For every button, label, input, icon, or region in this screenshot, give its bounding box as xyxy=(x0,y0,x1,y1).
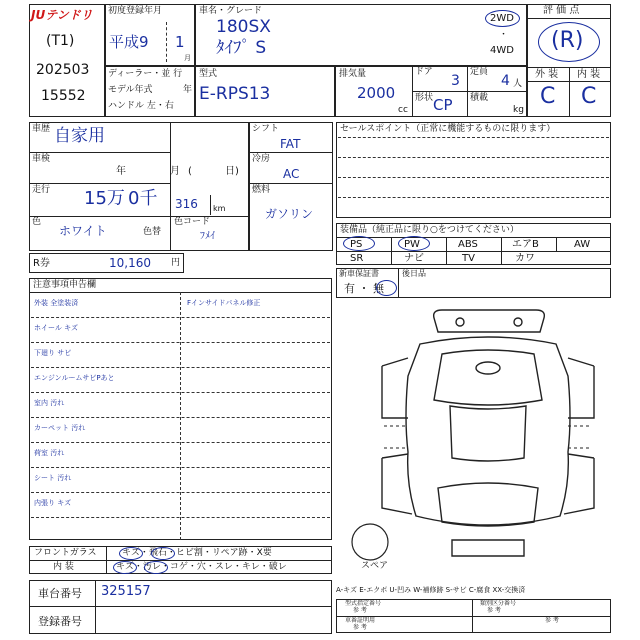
reg-month: 1 xyxy=(175,33,185,51)
disp-value: 2000 xyxy=(357,84,396,102)
door-value: 3 xyxy=(451,73,460,89)
lot-date-code: 202503 xyxy=(36,62,90,78)
rating-int-label: 内 装 xyxy=(577,69,601,80)
color-code: ﾌﾒｲ xyxy=(200,231,215,242)
dealer-label: ディーラー・並 行 xyxy=(108,69,183,79)
disp-label: 排気量 xyxy=(339,69,367,79)
model-label: 型式 xyxy=(199,69,218,79)
sig-model-label: 型式指定番号 xyxy=(345,600,382,607)
car-name: 180SX xyxy=(216,17,271,37)
regno-label: 登録番号 xyxy=(38,615,82,628)
chassis-value: 325157 xyxy=(101,584,151,599)
drive-dot: ・ xyxy=(499,30,509,40)
ac-label: 冷房 xyxy=(252,154,271,164)
shift-label: シフト xyxy=(252,124,280,134)
shaken-day: 日) xyxy=(225,166,239,177)
spare-tire xyxy=(350,522,390,562)
shaken-month: 月 xyxy=(170,166,180,177)
reg-era: 平成9 xyxy=(109,33,149,51)
notes-label: 注意事項申告欄 xyxy=(33,280,97,290)
logo: JUテンドリ xyxy=(31,8,93,22)
cap-unit: 人 xyxy=(513,79,523,89)
mileage-rest: 316 xyxy=(175,197,198,211)
fuel-value: ガソリン xyxy=(265,207,314,221)
sig-cert-ref: 参 考 xyxy=(353,624,367,631)
recycle-value: 10,160 xyxy=(109,256,151,270)
damage-legend: A-キズ E-エクボ U-凹み W-補修跡 S-サビ C-腐食 XX-交換済 xyxy=(336,586,526,594)
mileage-sen: 0千 xyxy=(128,188,158,209)
recycle-unit: 円 xyxy=(171,258,181,268)
warranty-value: 有 ・ 無 xyxy=(344,282,384,295)
interior-label: 内 装 xyxy=(53,562,74,572)
equip-pw: PW xyxy=(404,239,420,250)
rating-ext: C xyxy=(540,84,556,109)
chassis-label: 車台番号 xyxy=(38,587,82,600)
color-value: ホワイト xyxy=(59,224,107,238)
note-item: 下廻り サビ xyxy=(34,349,72,357)
drive-2wd: 2WD xyxy=(490,13,514,24)
receipt-label: 後日品 xyxy=(402,269,426,278)
color-label: 色 xyxy=(32,217,42,227)
equip-label: 装備品（純正品に限り○をつけてください） xyxy=(340,225,519,235)
sig-cert-label: 車番証明用 xyxy=(345,617,376,624)
equip-abs: ABS xyxy=(458,239,478,250)
equip-ps: PS xyxy=(350,239,363,250)
note-item: 外装 全塗装済 xyxy=(34,299,79,307)
rating-int: C xyxy=(581,84,597,109)
sig-model-ref: 参 考 xyxy=(353,607,367,614)
equip-aw: AW xyxy=(574,239,591,250)
color-code-label: 色コード xyxy=(174,217,211,227)
interior-text: キズ・汚レ・コゲ・穴・スレ・キレ・破レ xyxy=(116,562,287,572)
ac-value: AC xyxy=(283,167,300,181)
equip-leather: カワ xyxy=(515,253,535,264)
lot-code: (T1) xyxy=(46,33,75,49)
glass-label: フロントガラス xyxy=(34,548,97,558)
note-item: カーペット 汚れ xyxy=(34,424,86,432)
mileage-man: 15万 xyxy=(84,188,125,209)
fuel-label: 燃料 xyxy=(252,185,271,195)
shaken-label: 車検 xyxy=(32,154,51,164)
reg-month-unit: 月 xyxy=(184,54,191,62)
cap-label: 定員 xyxy=(470,67,489,77)
color-change: 色替 xyxy=(143,227,162,237)
note-item: 荷室 汚れ xyxy=(34,449,65,457)
usage-label: 車歴 xyxy=(32,124,51,134)
note-item: 内張り キズ xyxy=(34,499,72,507)
load-label: 積載 xyxy=(470,93,489,103)
mileage-label: 走行 xyxy=(32,185,51,195)
warranty-label: 新車保証書 xyxy=(339,269,379,278)
shift-value: FAT xyxy=(280,137,301,151)
equip-tv: TV xyxy=(462,253,475,264)
equip-navi: ナビ xyxy=(404,253,424,264)
note-item: 室内 汚れ xyxy=(34,399,65,407)
recycle-label: R券 xyxy=(33,258,50,269)
shaken-year: 年 xyxy=(116,166,126,177)
reg-label: 初度登録年月 xyxy=(108,6,163,16)
model-year-label: モデル年式 xyxy=(108,85,153,95)
load-unit: kg xyxy=(513,105,524,115)
equip-airbag: エアB xyxy=(512,239,539,250)
sig-ref2: 参 考 xyxy=(545,617,559,624)
sig-class-ref: 参 考 xyxy=(487,607,501,614)
rating-label: 評 価 点 xyxy=(543,5,580,16)
note-item-right: Fインサイドパネル修正 xyxy=(187,299,261,307)
car-diagram xyxy=(372,308,604,568)
spare-label: スペア xyxy=(361,561,389,571)
door-label: ドア xyxy=(415,67,433,77)
shaken-paren: ( xyxy=(188,166,192,177)
car-label: 車名・グレード xyxy=(199,6,263,16)
rating-ext-label: 外 装 xyxy=(535,69,559,80)
model-year-unit: 年 xyxy=(183,85,193,95)
drive-4wd: 4WD xyxy=(490,45,514,56)
note-item: エンジンルームサビPあと xyxy=(34,374,115,382)
glass-text: キズ・飛石・ヒビ割・リペア跡・X要 xyxy=(122,548,272,558)
sales-label: セールスポイント（正常に機能するものに限ります） xyxy=(340,124,556,134)
usage-value: 自家用 xyxy=(54,126,105,146)
equip-sr: SR xyxy=(350,253,364,264)
note-item: シート 汚れ xyxy=(34,474,72,482)
car-grade: ﾀｲﾌﾟ S xyxy=(216,38,267,58)
model-value: E-RPS13 xyxy=(199,84,271,104)
rating-value: (R) xyxy=(551,28,584,53)
note-item: ホイール キズ xyxy=(34,324,78,332)
cap-value: 4 xyxy=(501,73,510,89)
sig-class-label: 類別区分番号 xyxy=(480,600,517,607)
mileage-unit: km xyxy=(213,204,226,213)
shape-label: 形状 xyxy=(415,93,434,103)
lot-number: 15552 xyxy=(41,88,86,104)
shape-value: CP xyxy=(433,96,453,114)
handle-label: ハンドル 左・右 xyxy=(108,101,174,111)
disp-unit: cc xyxy=(398,105,408,115)
